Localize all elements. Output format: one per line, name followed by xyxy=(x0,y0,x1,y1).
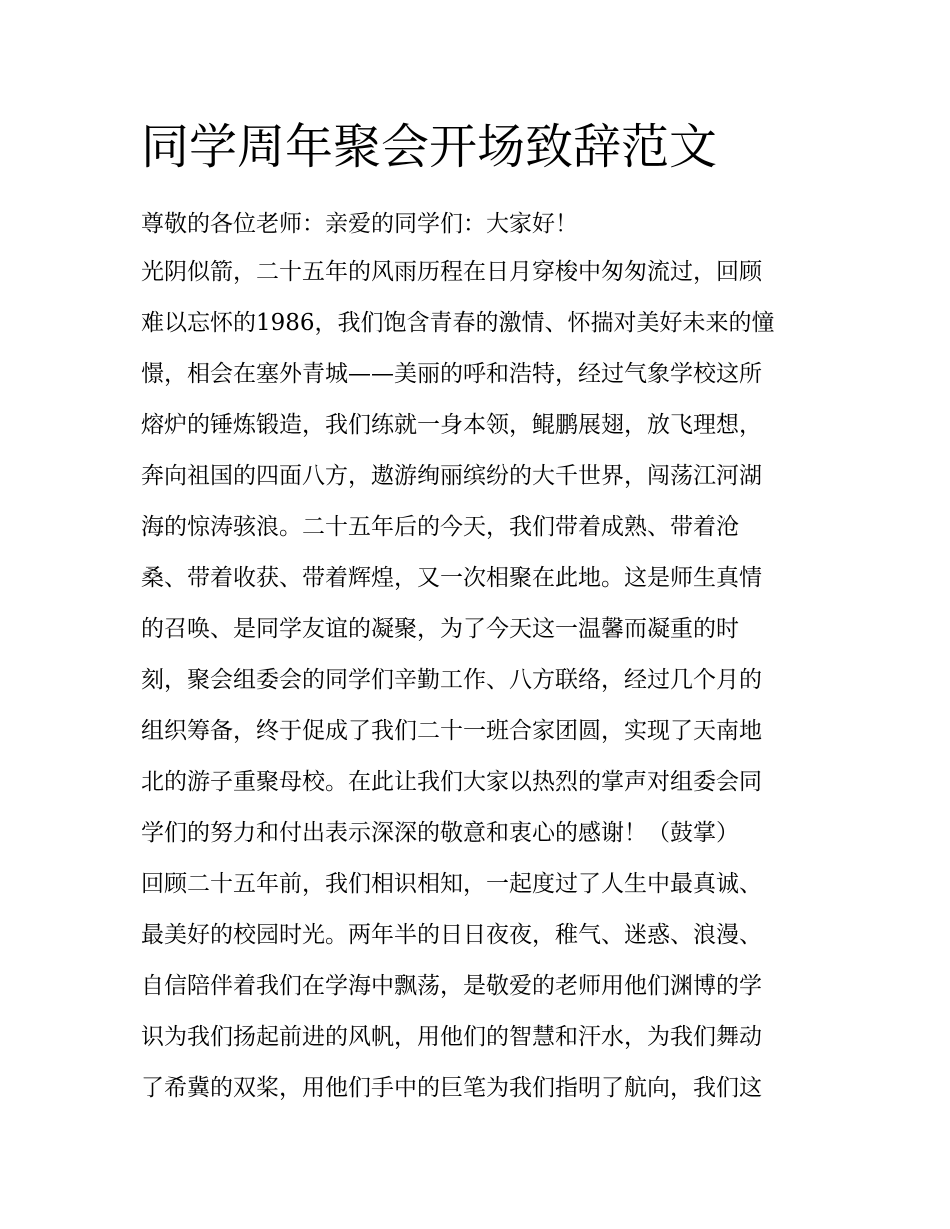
body-line: 学们的努力和付出表示深深的敬意和衷心的感谢！（鼓掌） xyxy=(141,820,739,846)
body-line: 自信陪伴着我们在学海中飘荡，是敬爱的老师用他们渊博的学 xyxy=(141,973,762,999)
body-line: 奔向祖国的四面八方，遨游绚丽缤纷的大千世界，闯荡江河湖 xyxy=(141,463,762,489)
body-line: 回顾二十五年前，我们相识相知，一起度过了人生中最真诚、 xyxy=(141,871,762,897)
greeting-line: 尊敬的各位老师：亲爱的同学们：大家好！ xyxy=(141,211,578,237)
body-line: 海的惊涛骇浪。二十五年后的今天，我们带着成熟、带着沧 xyxy=(141,514,739,540)
body-line: 了希冀的双桨，用他们手中的巨笔为我们指明了航向，我们这 xyxy=(141,1075,762,1101)
body-line: 光阴似箭，二十五年的风雨历程在日月穿梭中匆匆流过，回顾 xyxy=(141,259,762,285)
body-line: 刻，聚会组委会的同学们辛勤工作、八方联络，经过几个月的 xyxy=(141,667,762,693)
body-line: 憬，相会在塞外青城——美丽的呼和浩特，经过气象学校这所 xyxy=(141,361,762,387)
body-line: 最美好的校园时光。两年半的日日夜夜，稚气、迷惑、浪漫、 xyxy=(141,922,762,948)
body-line: 桑、带着收获、带着辉煌，又一次相聚在此地。这是师生真情 xyxy=(141,565,762,591)
body-line: 难以忘怀的1986，我们饱含青春的激情、怀揣对美好未来的憧 xyxy=(141,310,775,336)
document-title: 同学周年聚会开场致辞范文 xyxy=(141,119,718,175)
body-line: 组织筹备，终于促成了我们二十一班合家团圆，实现了天南地 xyxy=(141,718,762,744)
document-body xyxy=(141,247,821,1114)
body-line: 的召唤、是同学友谊的凝聚，为了今天这一温馨而凝重的时 xyxy=(141,616,739,642)
body-line: 熔炉的锤炼锻造，我们练就一身本领，鲲鹏展翅，放飞理想， xyxy=(141,412,762,438)
body-line: 北的游子重聚母校。在此让我们大家以热烈的掌声对组委会同 xyxy=(141,769,762,795)
body-line: 识为我们扬起前进的风帆，用他们的智慧和汗水，为我们舞动 xyxy=(141,1024,762,1050)
